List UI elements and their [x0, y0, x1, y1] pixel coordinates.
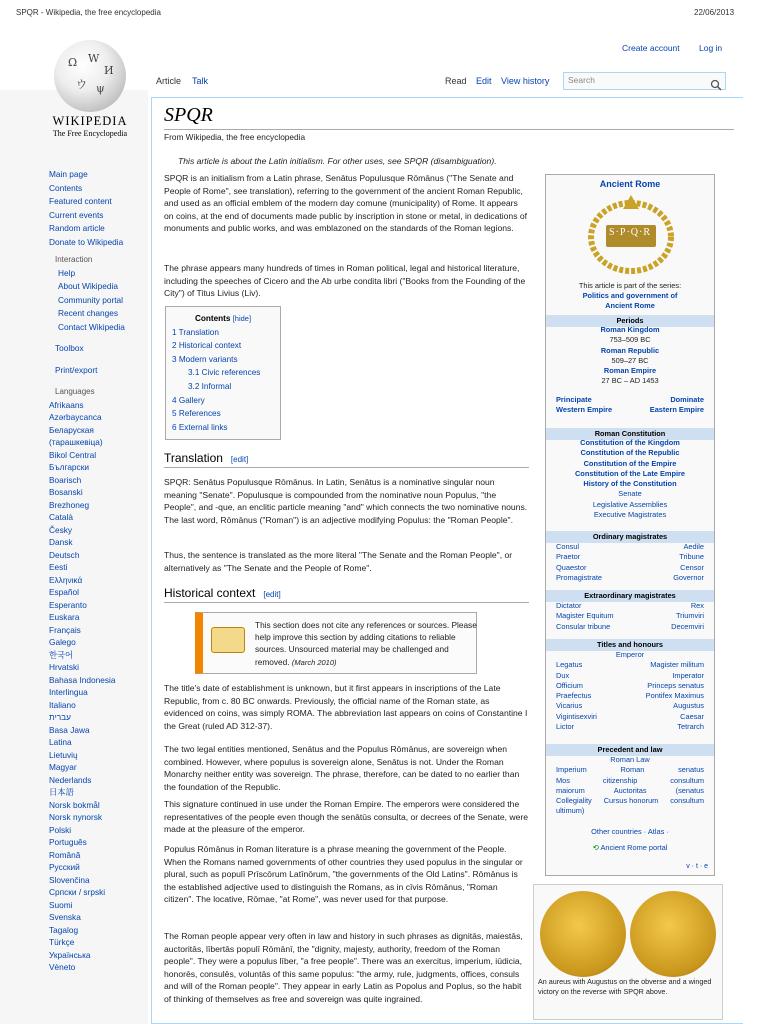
- sidebar-item[interactable]: Recent changes: [58, 308, 118, 318]
- language-link[interactable]: 한국어: [49, 649, 74, 660]
- language-link[interactable]: Interlingua: [49, 687, 88, 697]
- language-link[interactable]: Українська: [49, 949, 91, 960]
- title-link[interactable]: Vigintisexviri: [556, 711, 597, 721]
- book-icon: [211, 627, 245, 653]
- sidebar-nav: [49, 168, 147, 974]
- language-link[interactable]: עברית: [49, 712, 71, 722]
- toc-item[interactable]: 3.2 Informal: [188, 381, 232, 391]
- law-link[interactable]: senatus: [678, 765, 704, 775]
- series-link[interactable]: Politics and government of Ancient Rome: [582, 291, 678, 311]
- law-link[interactable]: maiorum: [556, 785, 585, 795]
- constitution-header: Roman Constitution: [546, 428, 714, 440]
- language-link[interactable]: Deutsch: [49, 549, 80, 560]
- infobox-row: [546, 712, 714, 722]
- language-link[interactable]: Magyar: [49, 762, 77, 772]
- language-link[interactable]: Basa Jawa: [49, 724, 90, 735]
- language-link[interactable]: Türkçe: [49, 937, 75, 947]
- seal-lettering: S·P·Q·R: [608, 227, 651, 238]
- portal-icon: ⟲: [592, 843, 601, 852]
- language-link[interactable]: Bahasa Indonesia: [49, 674, 116, 685]
- title-link[interactable]: Emperor: [615, 650, 645, 659]
- globe-icon: Ω W И ウ ψ: [54, 40, 126, 112]
- language-link[interactable]: Беларуская (тарашкевіца)‎: [49, 424, 103, 447]
- infobox-title: Ancient Rome: [599, 179, 661, 189]
- sidebar-item[interactable]: About Wikipedia: [58, 281, 118, 291]
- portal-link[interactable]: [546, 843, 714, 853]
- constitution-link[interactable]: Constitution of the Kingdom: [580, 438, 680, 447]
- search-icon[interactable]: [710, 79, 722, 91]
- title-link[interactable]: Dux: [556, 670, 570, 680]
- law-link[interactable]: Collegiality: [556, 796, 592, 806]
- history-paragraph-2: The two legal entities mentioned, Senātus and the Populus Rōmānus, are sovereign when combined. However, where populus is sovereign alone, Senātus is not. Under the Roman Monarchy neither entity was sovereign. The phrase, therefore, can be dated to no earlier than the foundation of the Republic.: [164, 744, 520, 792]
- title-divider: [164, 129, 734, 130]
- translation-paragraph-2: Thus, the sentence is translated as the more literal "The Senate and the Roman People", or alternatively as "The Senate and the People of Rome".: [164, 550, 513, 573]
- intro-paragraph-2: The phrase appears many hundreds of times in Roman political, legal and historical literature, including the speeches of Cicero and the Ab urbe condita libri ("Books from the Founding of the City") of Titus Livius (Liv).: [164, 263, 526, 298]
- infobox-row: [546, 701, 714, 711]
- titles-header: Titles and honours: [546, 639, 714, 651]
- title-link[interactable]: Tetrarch: [677, 722, 704, 732]
- infobox-row: [546, 691, 714, 701]
- constitution-link[interactable]: Constitution of the Late Empire: [574, 468, 686, 478]
- language-link[interactable]: Русский: [49, 862, 80, 872]
- infobox-row: [546, 611, 714, 621]
- infobox-row: [546, 622, 714, 632]
- period-link[interactable]: 753–509 BC: [609, 335, 651, 345]
- page-title: SPQR: [164, 104, 213, 126]
- unreferenced-notice: [195, 612, 477, 674]
- language-link[interactable]: Afrikaans: [49, 399, 84, 410]
- language-link[interactable]: Eesti: [49, 562, 68, 572]
- infobox-row: [546, 660, 714, 670]
- language-link[interactable]: Latina: [49, 737, 72, 747]
- toc-item[interactable]: 5 References: [172, 409, 221, 419]
- language-link[interactable]: Ελληνικά: [49, 574, 83, 585]
- log-in-link[interactable]: Log in: [699, 43, 723, 53]
- language-link[interactable]: Hrvatski: [49, 662, 79, 672]
- magistrate-link[interactable]: Rex: [690, 601, 704, 610]
- interaction-heading: Interaction: [55, 255, 93, 264]
- toc-item[interactable]: 6 External links: [172, 422, 228, 432]
- law-link[interactable]: Cursus honorum: [603, 796, 659, 806]
- title-link[interactable]: Pontifex Maximus: [645, 691, 704, 701]
- sidebar-item[interactable]: Contents: [49, 182, 83, 193]
- edit-section-link[interactable]: [edit]: [263, 590, 281, 599]
- sidebar-item[interactable]: Main page: [49, 169, 88, 179]
- title-link[interactable]: Officium: [556, 680, 583, 690]
- constitution-link[interactable]: Legislative Assemblies: [592, 499, 668, 509]
- infobox-row: [546, 542, 714, 552]
- sidebar-item[interactable]: Community portal: [58, 294, 124, 305]
- language-link[interactable]: Galego: [49, 637, 76, 647]
- history-paragraph-5: The Roman people appear very often in law and history in such phrases as dignitās, maiestās, auctoritās, lībertās populī Rōmānī, the "dignity, majesty, authority, freedom of the Roman people". They were a populus līber, "a free people". There was an exercitus, imperium, iūdicia, honorēs, consulēs, voluntās of this same populus: "the army, rule, judgments, offices, consuls and will of the Roman people". They appear in early Latin as Popolus and Poplus, so the habit of thinking of themselves as free and sovereign was quite ingrained.: [164, 931, 523, 1004]
- law-link[interactable]: consultum: [670, 796, 704, 806]
- title-link[interactable]: Lictor: [556, 722, 575, 732]
- infobox-row: [546, 806, 714, 816]
- title-link[interactable]: Imperator: [672, 670, 704, 680]
- language-link[interactable]: Lietuvių: [49, 749, 78, 760]
- constitution-link[interactable]: Constitution of the Empire: [583, 458, 677, 468]
- logo-wordmark: WIKIPEDIA: [52, 114, 128, 128]
- portal-label: Ancient Rome portal: [600, 843, 668, 852]
- languages-heading: Languages: [55, 387, 95, 396]
- ordinary-magistrates-header: Ordinary magistrates: [546, 531, 714, 543]
- title-link[interactable]: Princeps senatus: [647, 680, 704, 690]
- logo-tagline: The Free Encyclopedia: [52, 129, 128, 138]
- coin-obverse-image: [540, 891, 626, 977]
- language-link[interactable]: Brezhoneg: [49, 499, 90, 510]
- notice-text: This section does not cite any references or sources. Please help improve this section by adding citations to reliable sources. Unsourced material may be challenged and removed.: [255, 620, 477, 667]
- edit-section-link[interactable]: [edit]: [230, 455, 249, 464]
- magistrate-link[interactable]: Censor: [680, 562, 704, 572]
- constitution-link[interactable]: Executive Magistrates: [593, 510, 667, 520]
- infobox-row: [546, 681, 714, 691]
- language-link[interactable]: Français: [49, 624, 81, 635]
- language-link[interactable]: Español: [49, 587, 79, 597]
- magistrate-link[interactable]: Quaestor: [556, 562, 587, 572]
- history-paragraph-3: This signature continued in use under the Roman Empire. The emperors were considered the representatives of the people even though the senātūs consulta, or decrees of the Senate, were made at the pleasure of the emperor.: [164, 799, 529, 834]
- language-link[interactable]: Euskara: [49, 612, 80, 622]
- coin-reverse-image: [630, 891, 716, 977]
- law-link[interactable]: consultum: [670, 775, 704, 785]
- empire-link[interactable]: Dominate: [670, 395, 704, 404]
- print-title: SPQR - Wikipedia, the free encyclopedia: [16, 8, 161, 17]
- wikipedia-logo[interactable]: [40, 40, 140, 138]
- tab-edit[interactable]: Edit: [476, 76, 492, 86]
- vte-links[interactable]: v · t · e: [686, 863, 708, 870]
- heading-text: Historical context: [164, 586, 256, 600]
- series-label: This article is part of the series:: [578, 281, 682, 290]
- language-link[interactable]: Português: [49, 837, 87, 847]
- section-heading-translation: [164, 451, 529, 468]
- toc-item[interactable]: 3.1 Civic references: [188, 368, 261, 378]
- period-link[interactable]: Roman Empire: [603, 366, 657, 376]
- heading-text: Translation: [164, 451, 223, 465]
- language-link[interactable]: Tagalog: [49, 924, 79, 935]
- infobox-row: [546, 395, 714, 405]
- toc-item[interactable]: 1 Translation: [172, 327, 219, 337]
- toc-item[interactable]: 4 Gallery: [172, 395, 205, 405]
- tab-read[interactable]: Read: [445, 76, 467, 86]
- magistrate-link[interactable]: Decemviri: [671, 621, 704, 631]
- sidebar-item[interactable]: Current events: [49, 209, 104, 220]
- coin-figure: [533, 884, 723, 1020]
- language-link[interactable]: 日本語: [49, 787, 74, 797]
- infobox-row: [546, 405, 714, 415]
- sidebar-item[interactable]: Random article: [49, 223, 105, 233]
- infobox-row: [546, 671, 714, 681]
- history-paragraph-1: The title's date of establishment is unknown, but it first appears in inscriptions of the Late Republic, from c. 80 BC onwards. Previously, the official name of the Roman state, as evidenced on coins, was simply ROMA. The abbreviation last appears on coins of Constantine I the Great (ruled AD 312-37).: [164, 683, 528, 731]
- law-link[interactable]: Roman: [620, 765, 645, 775]
- sidebar-item[interactable]: Contact Wikipedia: [58, 321, 125, 332]
- constitution-link[interactable]: History of the Constitution: [583, 479, 677, 489]
- language-link[interactable]: Suomi: [49, 899, 73, 910]
- language-link[interactable]: Azərbaycanca: [49, 412, 102, 422]
- language-link[interactable]: Slovenčina: [49, 874, 90, 885]
- language-link[interactable]: Dansk: [49, 537, 73, 547]
- magistrate-link[interactable]: Promagistrate: [556, 572, 603, 582]
- empire-link[interactable]: Western Empire: [556, 405, 613, 415]
- toc-item[interactable]: 2 Historical context: [172, 341, 242, 351]
- sidebar-item[interactable]: Help: [58, 267, 76, 278]
- infobox-row: [546, 765, 714, 775]
- law-link[interactable]: ultimum): [556, 806, 585, 816]
- magistrate-link[interactable]: Consular tribune: [556, 621, 611, 631]
- magistrate-link[interactable]: Consul: [556, 542, 580, 551]
- period-link[interactable]: 509–27 BC: [611, 355, 649, 365]
- title-link[interactable]: Magister militum: [650, 660, 704, 670]
- constitution-link[interactable]: Constitution of the Republic: [580, 448, 680, 458]
- infobox-row: [546, 776, 714, 786]
- language-link[interactable]: Català: [49, 512, 73, 522]
- title-link[interactable]: Augustus: [673, 701, 704, 711]
- print-date: 22/06/2013: [694, 8, 735, 17]
- language-link[interactable]: Српски / srpski: [49, 887, 106, 897]
- title-link[interactable]: Caesar: [680, 711, 704, 721]
- notice-date: (March 2010): [291, 657, 337, 667]
- language-link[interactable]: Norsk nynorsk: [49, 812, 103, 822]
- tagline: From Wikipedia, the free encyclopedia: [164, 132, 306, 142]
- infobox-row: [546, 563, 714, 573]
- language-link[interactable]: Svenska: [49, 912, 81, 922]
- magistrate-link[interactable]: Praetor: [556, 552, 581, 562]
- translation-paragraph-1: SPQR: Senātus Populusque Rōmānus. In Latin, Senātus is a nominative singular noun meaning "Senate". Populusque is compounded from the nominative noun Populus, "the People", and -que, an enclitic particle meaning "and" which connects the two nominative nouns. The last word, Rōmānus ("Roman") is an adjective modifying Populus: the "Roman People".: [164, 477, 528, 525]
- constitution-link[interactable]: Senate: [618, 489, 642, 499]
- language-link[interactable]: Italiano: [49, 699, 76, 710]
- other-countries-link[interactable]: Other countries · Atlas ·: [591, 827, 669, 836]
- period-link[interactable]: Roman Republic: [600, 345, 660, 355]
- law-link[interactable]: Mos: [556, 775, 570, 785]
- law-link[interactable]: (senatus: [675, 785, 704, 795]
- toc-title: Contents: [194, 314, 231, 323]
- language-link[interactable]: Boarisch: [49, 474, 82, 485]
- intro-paragraph-1: SPQR is an initialism from a Latin phrase, Senātus Populusque Rōmānus ("The Senate and People of Rome", see translation), referring to the government of the ancient Roman Republic, and used as an official emblem of the modern day comune (municipality) of Rome. It appears on coins, at the end of documents made public by inscription in stone or metal, in dedications of monuments and public works, and was emblazoned on the standards of the Roman legions.: [164, 173, 528, 233]
- magistrate-link[interactable]: Triumviri: [675, 611, 704, 621]
- law-link[interactable]: Imperium: [556, 765, 587, 775]
- language-link[interactable]: Česky: [49, 524, 73, 535]
- extraordinary-magistrates-header: Extraordinary magistrates: [546, 590, 714, 602]
- law-link[interactable]: citizenship: [602, 775, 638, 785]
- tab-article[interactable]: Article: [156, 76, 182, 86]
- print-export-link[interactable]: Print/export: [55, 364, 98, 375]
- language-link[interactable]: Norsk bokmål: [49, 799, 100, 810]
- language-link[interactable]: Български: [49, 462, 89, 472]
- infobox-row: [546, 786, 714, 796]
- coin-caption: An aureus with Augustus on the obverse and a winged victory on the reverse with SPQR above.: [538, 977, 712, 996]
- infobox-row: [546, 722, 714, 732]
- toolbox-link[interactable]: Toolbox: [55, 343, 84, 353]
- sidebar-item[interactable]: Featured content: [49, 196, 112, 206]
- infobox-ancient-rome: [545, 174, 715, 876]
- title-link[interactable]: Legatus: [556, 660, 583, 670]
- law-link[interactable]: Roman Law: [610, 755, 650, 764]
- magistrate-link[interactable]: Aedile: [683, 542, 704, 551]
- language-link[interactable]: Bosanski: [49, 487, 83, 497]
- table-of-contents: [165, 306, 281, 440]
- title-link[interactable]: Praefectus: [556, 691, 592, 701]
- language-link[interactable]: Română: [49, 849, 81, 860]
- period-link[interactable]: 27 BC – AD 1453: [601, 376, 659, 386]
- language-link[interactable]: Vèneto: [49, 962, 76, 972]
- sidebar-item[interactable]: Donate to Wikipedia: [49, 236, 124, 247]
- language-link[interactable]: Polski: [49, 824, 72, 835]
- section-heading-historical-context: [164, 586, 529, 603]
- toc-item[interactable]: 3 Modern variants: [172, 354, 238, 364]
- tab-view-history[interactable]: View history: [501, 76, 550, 86]
- precedent-law-header: Precedent and law: [546, 744, 714, 756]
- magistrate-link[interactable]: Tribune: [679, 552, 704, 562]
- tab-talk[interactable]: Talk: [192, 76, 209, 86]
- history-paragraph-4: Populus Rōmānus in Roman literature is a phrase meaning the government of the People. When the Romans named governments of other countries they used populus in the singular or plural, such as populī Prīscōrum Latīnōrum, "the governments of the Old Latins". Rōmānus is the established adjective used to distinguish the Romans, as in cīvis Rōmānus, "Roman citizen". The locative, Rōmae, "at Rome", was never used for that purpose.: [164, 844, 523, 904]
- create-account-link[interactable]: Create account: [622, 43, 680, 53]
- infobox-row: [546, 552, 714, 562]
- language-link[interactable]: Bikol Central: [49, 449, 97, 460]
- hatnote: This article is about the Latin initialism. For other uses, see SPQR (disambiguation).: [178, 156, 497, 166]
- search-input[interactable]: Search: [563, 72, 726, 90]
- infobox-row: [546, 796, 714, 806]
- empire-link[interactable]: Eastern Empire: [649, 405, 704, 415]
- infobox-row: [546, 601, 714, 611]
- periods-header: Periods: [546, 315, 714, 327]
- toc-hide-link[interactable]: [hide]: [232, 314, 252, 323]
- title-link[interactable]: Vicarius: [556, 701, 583, 711]
- infobox-row: [546, 573, 714, 583]
- language-link[interactable]: Esperanto: [49, 599, 87, 610]
- empire-link[interactable]: Principate: [556, 395, 592, 404]
- magistrate-link[interactable]: Governor: [673, 572, 704, 582]
- language-link[interactable]: Nederlands: [49, 774, 92, 785]
- magistrate-link[interactable]: Dictator: [556, 601, 582, 610]
- period-link[interactable]: Roman Kingdom: [600, 325, 660, 334]
- law-link[interactable]: Auctoritas: [613, 785, 647, 795]
- magistrate-link[interactable]: Magister Equitum: [556, 611, 614, 621]
